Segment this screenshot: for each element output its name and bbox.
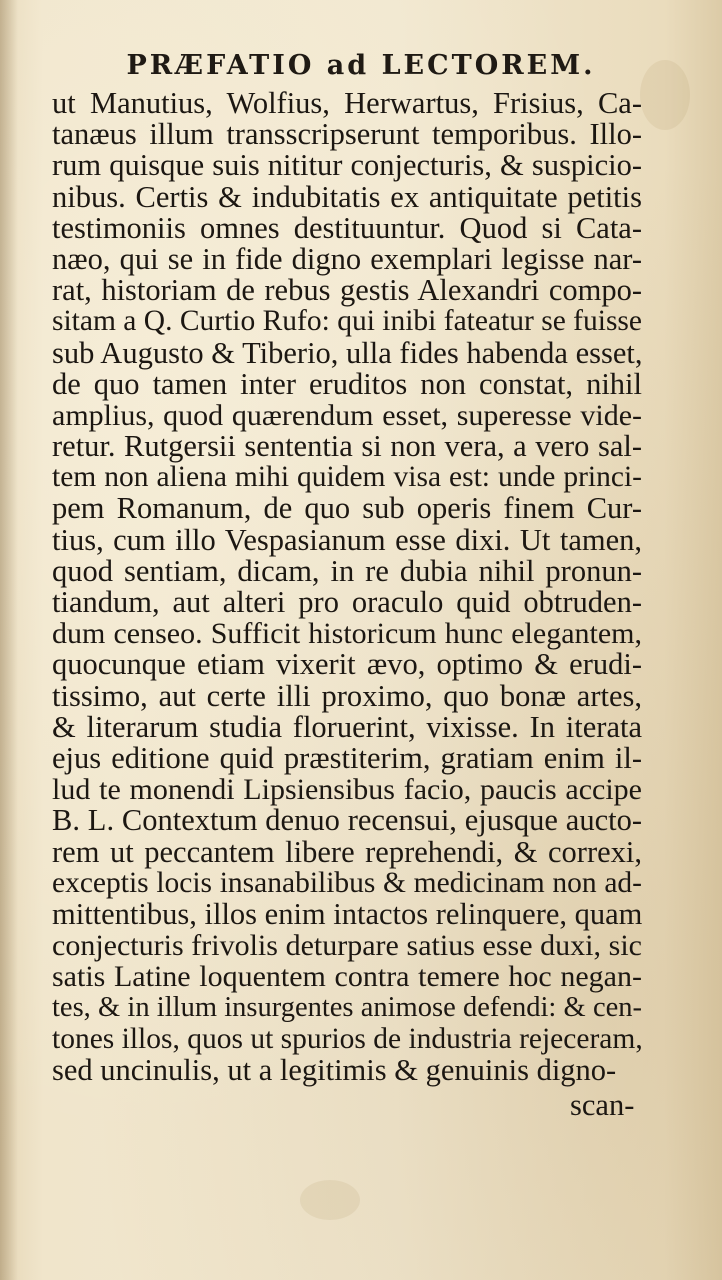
text-line: tiandum, aut alteri pro oraculo quid obtruden- (52, 585, 642, 619)
text-line: nibus. Certis & indubitatis ex antiquitate petitis (52, 179, 642, 214)
paper-stain (300, 1180, 360, 1220)
text-line: conjecturis frivolis deturpare satius esse duxi, sic (52, 929, 642, 963)
text-line: rum quisque suis nititur conjecturis, & suspicio- (52, 148, 642, 183)
text-line: lud te monendi Lipsiensibus facio, paucis accipe (52, 773, 642, 807)
text-line: rat, historiam de rebus gestis Alexandri compo- (52, 273, 642, 308)
text-line: næo, qui se in fide digno exemplari legisse nar- (52, 241, 642, 276)
text-line: rem ut peccantem libere reprehendi, & correxi, (52, 834, 642, 869)
text-line: tes, & in illum insurgentes animose defendi: & cen- (52, 992, 642, 1024)
text-line: dum censeo. Sufficit historicum hunc elegantem, (52, 617, 642, 651)
text-line: tones illos, quos ut spurios de industria rejeceram, (52, 1022, 643, 1055)
text-line: & literarum studia floruerint, vixisse. In iterata (52, 709, 642, 744)
text-line: satis Latine loquentem contra temere hoc negan- (52, 960, 642, 994)
running-head: PRÆFATIO ad LECTOREM. (126, 50, 596, 81)
text-line: quocunque etiam vixerit ævo, optimo & erudi- (52, 647, 642, 682)
text-line: ut Manutius, Wolfius, Herwartus, Frisius, Ca- (52, 86, 642, 120)
text-line: amplius, quod quærendum esset, superesse vide- (52, 398, 642, 432)
text-line: exceptis locis insanabilibus & medicinam non ad- (52, 866, 642, 899)
text-line: B. L. Contextum denuo recensui, ejusque aucto- (52, 803, 642, 838)
body-text (52, 88, 642, 1086)
text-line: de quo tamen inter eruditos non constat, nihil (52, 366, 642, 401)
text-line: tem non aliena mihi quidem visa est: unde princi- (52, 461, 642, 494)
catchword: scan- (570, 1088, 635, 1122)
text-line: sitam a Q. Curtio Rufo: qui inibi fateatur se fuisse (52, 305, 642, 338)
text-line: pem Romanum, de quo sub operis finem Cur- (52, 491, 642, 526)
text-line: mittentibus, illos enim intactos relinquere, quam (52, 896, 643, 931)
text-line: ejus editione quid præstiterim, gratiam enim il- (52, 740, 642, 775)
text-line: tanæus illum transscripserunt temporibus. Illo- (52, 117, 642, 152)
text-line: tissimo, aut certe illi proximo, quo bonæ artes, (52, 678, 642, 713)
text-line: retur. Rutgersii sententia si non vera, a vero sal- (52, 429, 642, 464)
text-line: quod sentiam, dicam, in re dubia nihil pronun- (52, 553, 642, 588)
text-line: sub Augusto & Tiberio, ulla fides habenda esset, (52, 335, 643, 370)
gutter-shadow (0, 0, 18, 1280)
text-line: tius, cum illo Vespasianum esse dixi. Ut tamen, (52, 522, 642, 557)
text-line: sed uncinulis, ut a legitimis & genuinis digno- (52, 1052, 617, 1087)
text-line: testimoniis omnes destituuntur. Quod si Cata- (52, 210, 642, 245)
